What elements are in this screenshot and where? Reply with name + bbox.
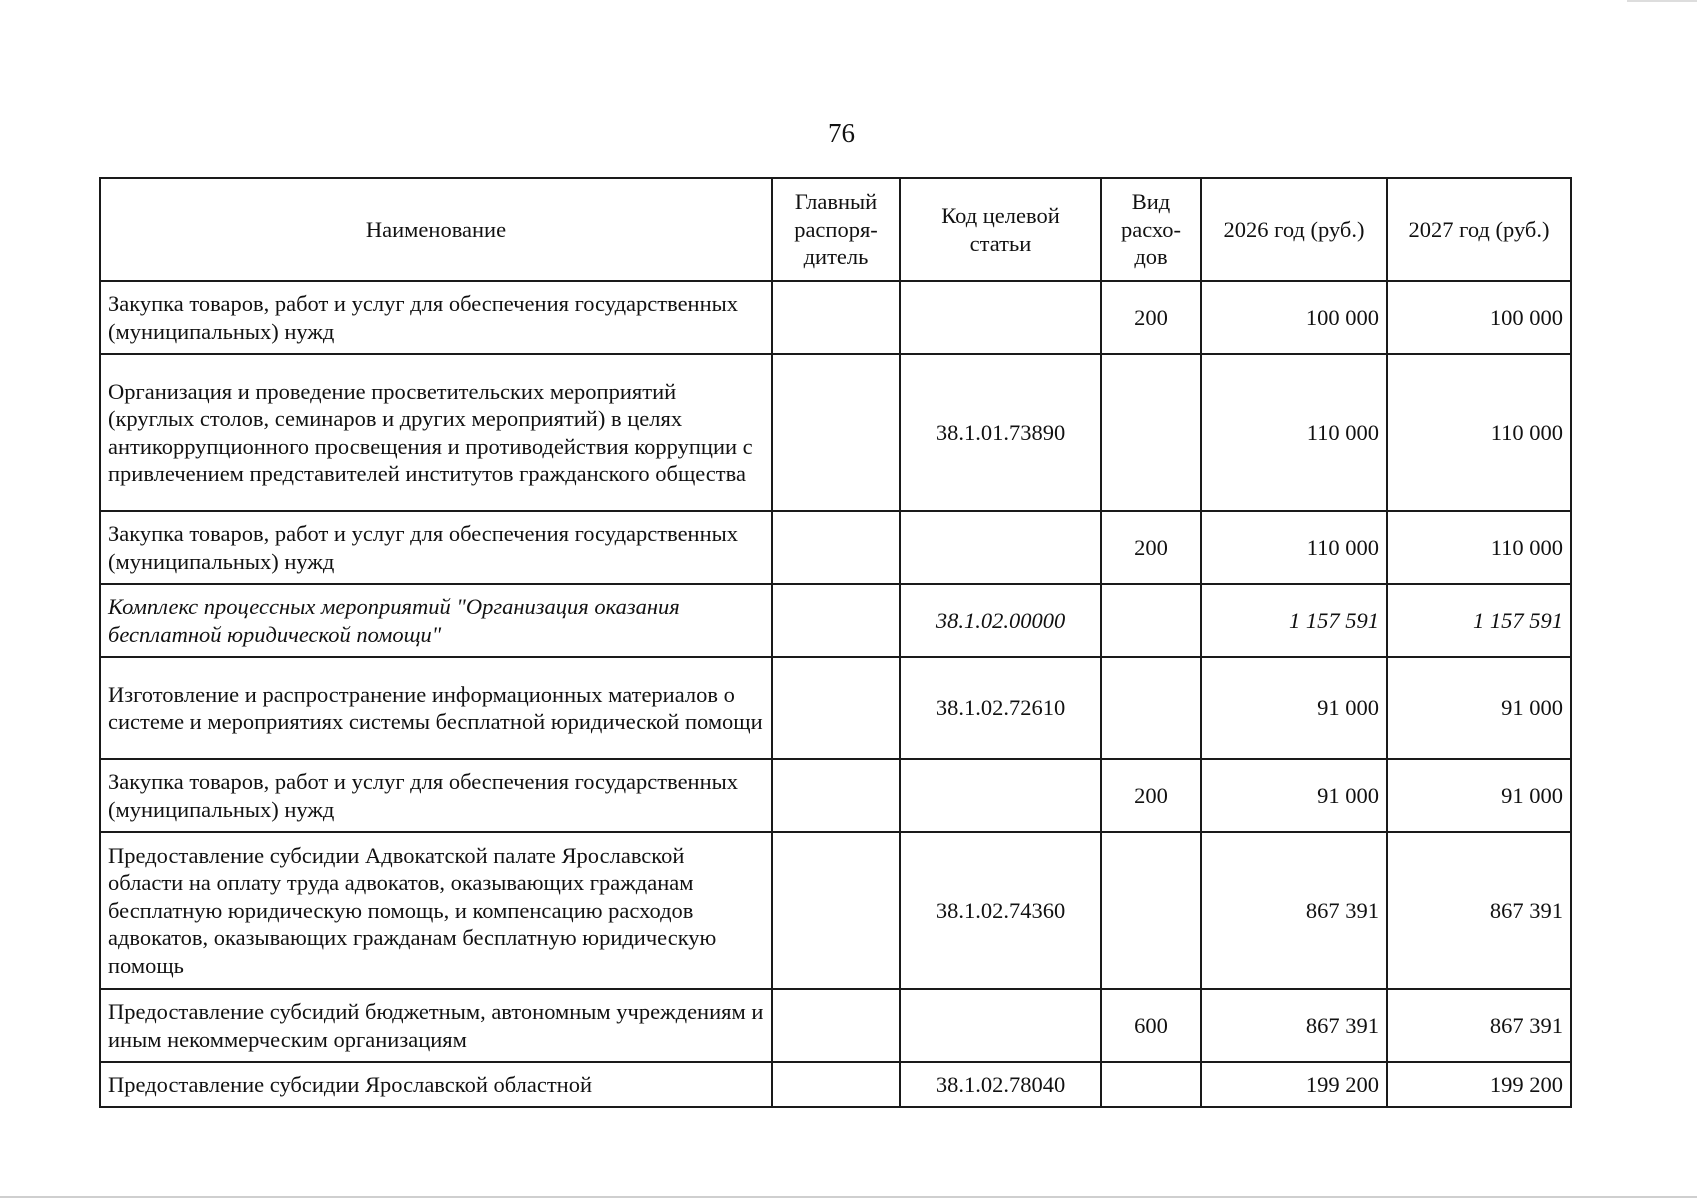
cell-year-2027: 110 000: [1387, 354, 1571, 511]
table-body: [100, 281, 1571, 1107]
table-row: [100, 354, 1571, 511]
cell-main-disposer: [772, 281, 900, 354]
cell-main-disposer: [772, 584, 900, 657]
header-main-disposer: Главный распоря-дитель: [772, 178, 900, 281]
table-row: [100, 989, 1571, 1062]
cell-year-2027: 1 157 591: [1387, 584, 1571, 657]
cell-year-2026: 91 000: [1201, 759, 1387, 832]
cell-expense-kind: [1101, 657, 1201, 759]
cell-name: Закупка товаров, работ и услуг для обеспечения государственных (муниципальных) нужд: [100, 281, 772, 354]
cell-main-disposer: [772, 1062, 900, 1107]
table-row: [100, 832, 1571, 989]
cell-main-disposer: [772, 832, 900, 989]
cell-name: Комплекс процессных мероприятий "Организация оказания бесплатной юридической помощи": [100, 584, 772, 657]
cell-expense-kind: [1101, 354, 1201, 511]
cell-target-code: [900, 511, 1101, 584]
cell-expense-kind: [1101, 584, 1201, 657]
table-row: [100, 1062, 1571, 1107]
cell-target-code: [900, 281, 1101, 354]
cell-year-2026: 867 391: [1201, 989, 1387, 1062]
cell-year-2027: 110 000: [1387, 511, 1571, 584]
cell-target-code: 38.1.02.78040: [900, 1062, 1101, 1107]
cell-expense-kind: [1101, 1062, 1201, 1107]
cell-target-code: 38.1.02.74360: [900, 832, 1101, 989]
cell-expense-kind: [1101, 832, 1201, 989]
table-header: [100, 178, 1571, 281]
cell-year-2026: 110 000: [1201, 354, 1387, 511]
cell-year-2026: 91 000: [1201, 657, 1387, 759]
cell-target-code: 38.1.01.73890: [900, 354, 1101, 511]
cell-main-disposer: [772, 759, 900, 832]
cell-year-2027: 100 000: [1387, 281, 1571, 354]
table-row: [100, 281, 1571, 354]
cell-year-2027: 867 391: [1387, 832, 1571, 989]
header-target-code: Код целевой статьи: [900, 178, 1101, 281]
table-row: [100, 759, 1571, 832]
cell-name: Организация и проведение просветительских мероприятий (круглых столов, семинаров и других мероприятий) в целях антикоррупционного просвещения и противодействия коррупции с привлечением представителей институтов гражданского общества: [100, 354, 772, 511]
scan-bottom-edge: [0, 1196, 1697, 1198]
page-number: 76: [828, 118, 855, 148]
header-year-2026: 2026 год (руб.): [1201, 178, 1387, 281]
cell-year-2026: 867 391: [1201, 832, 1387, 989]
cell-main-disposer: [772, 354, 900, 511]
cell-main-disposer: [772, 989, 900, 1062]
cell-target-code: 38.1.02.72610: [900, 657, 1101, 759]
table-row: [100, 584, 1571, 657]
table-row: [100, 657, 1571, 759]
cell-name: Предоставление субсидий бюджетным, автономным учреждениям и иным некоммерческим организациям: [100, 989, 772, 1062]
table-row: [100, 511, 1571, 584]
header-name: Наименование: [100, 178, 772, 281]
cell-name: Предоставление субсидии Ярославской областной: [100, 1062, 772, 1107]
scan-edge-mark: [1627, 0, 1697, 2]
cell-main-disposer: [772, 511, 900, 584]
cell-name: Закупка товаров, работ и услуг для обеспечения государственных (муниципальных) нужд: [100, 511, 772, 584]
cell-name: Закупка товаров, работ и услуг для обеспечения государственных (муниципальных) нужд: [100, 759, 772, 832]
cell-year-2027: 91 000: [1387, 759, 1571, 832]
cell-target-code: [900, 989, 1101, 1062]
cell-expense-kind: 200: [1101, 281, 1201, 354]
header-row: [100, 178, 1571, 281]
cell-year-2027: 867 391: [1387, 989, 1571, 1062]
cell-expense-kind: 200: [1101, 511, 1201, 584]
cell-year-2027: 199 200: [1387, 1062, 1571, 1107]
cell-year-2026: 199 200: [1201, 1062, 1387, 1107]
cell-year-2026: 1 157 591: [1201, 584, 1387, 657]
cell-year-2027: 91 000: [1387, 657, 1571, 759]
cell-expense-kind: 200: [1101, 759, 1201, 832]
cell-target-code: [900, 759, 1101, 832]
header-expense-kind: Вид расхо-дов: [1101, 178, 1201, 281]
cell-year-2026: 110 000: [1201, 511, 1387, 584]
header-year-2027: 2027 год (руб.): [1387, 178, 1571, 281]
cell-name: Предоставление субсидии Адвокатской палате Ярославской области на оплату труда адвокатов, оказывающих гражданам бесплатную юридическую помощь, и компенсацию расходов адвокатов, оказывающих гражданам бесплатную юридическую помощь: [100, 832, 772, 989]
cell-target-code: 38.1.02.00000: [900, 584, 1101, 657]
budget-table: [99, 177, 1572, 1108]
cell-name: Изготовление и распространение информационных материалов о системе и мероприятиях системы бесплатной юридической помощи: [100, 657, 772, 759]
cell-year-2026: 100 000: [1201, 281, 1387, 354]
cell-main-disposer: [772, 657, 900, 759]
cell-expense-kind: 600: [1101, 989, 1201, 1062]
